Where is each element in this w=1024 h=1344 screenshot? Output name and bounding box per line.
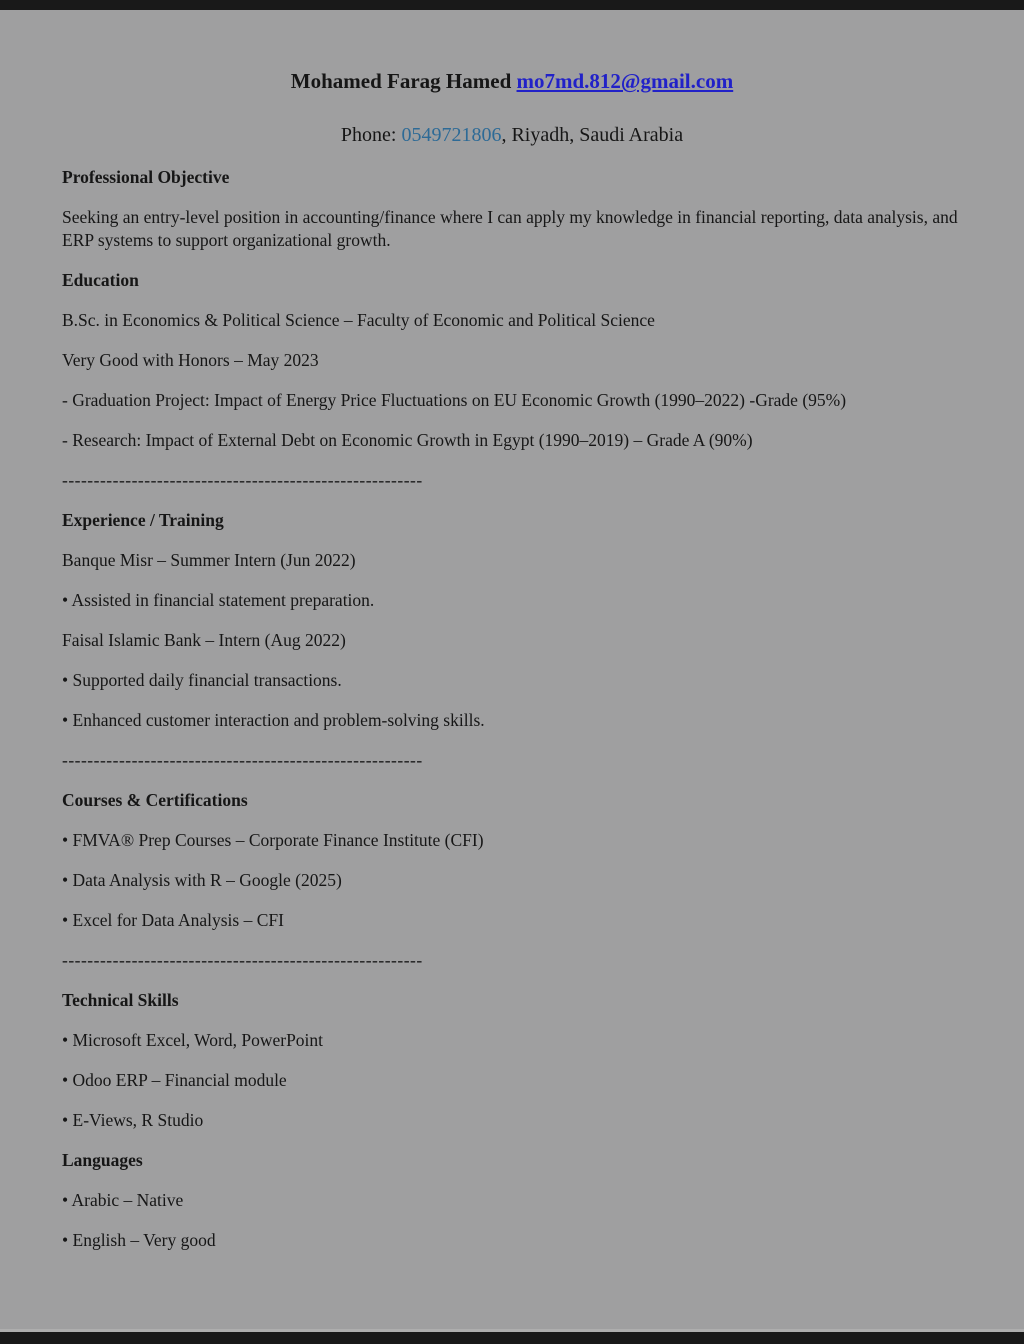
resume-header — [62, 68, 962, 148]
resume-line: • E-Views, R Studio — [62, 1110, 204, 1130]
phone-link[interactable]: 0549721806 — [401, 124, 502, 146]
phone-label: Phone: — [340, 124, 397, 146]
resume-line: • English – Very good — [62, 1230, 216, 1250]
section-heading: Experience / Training — [62, 510, 224, 530]
section-heading: Education — [62, 270, 139, 290]
top-letterbox-bar — [0, 0, 1024, 10]
location-text: , Riyadh, Saudi Arabia — [501, 124, 684, 146]
resume-content — [62, 10, 962, 1269]
resume-line: Banque Misr – Summer Intern (Jun 2022) — [62, 550, 356, 570]
resume-line: - Graduation Project: Impact of Energy Price Fluctuations on EU Economic Growth (1990–2022) -Grade (95%) — [62, 390, 847, 410]
resume-line: Seeking an entry-level position in accounting/finance where I can apply my knowledge in financial reporting, data analysis, and ERP systems to support organizational growth. — [62, 207, 958, 250]
resume-line: • Microsoft Excel, Word, PowerPoint — [62, 1030, 324, 1050]
resume-line: • Excel for Data Analysis – CFI — [62, 910, 284, 930]
resume-line: • Odoo ERP – Financial module — [62, 1070, 287, 1090]
resume-line: B.Sc. in Economics & Political Science – Faculty of Economic and Political Science — [62, 310, 655, 330]
section-separator: --------------------------------------------------------- — [62, 750, 423, 770]
resume-line: • Assisted in financial statement preparation. — [62, 590, 375, 610]
resume-line: • Supported daily financial transactions. — [62, 670, 342, 690]
section-separator: --------------------------------------------------------- — [62, 470, 423, 490]
person-name: Mohamed Farag Hamed — [290, 69, 512, 93]
section-heading: Languages — [62, 1150, 143, 1170]
header-name-line — [62, 68, 962, 94]
resume-line: - Research: Impact of External Debt on Economic Growth in Egypt (1990–2019) – Grade A (90%) — [62, 430, 753, 450]
section-heading: Professional Objective — [62, 167, 230, 187]
section-separator: --------------------------------------------------------- — [62, 950, 423, 970]
resume-line: • Data Analysis with R – Google (2025) — [62, 870, 342, 890]
resume-line: • FMVA® Prep Courses – Corporate Finance Institute (CFI) — [62, 830, 484, 850]
resume-line: Very Good with Honors – May 2023 — [62, 350, 319, 370]
resume-line: • Enhanced customer interaction and problem-solving skills. — [62, 710, 485, 730]
resume-line: Faisal Islamic Bank – Intern (Aug 2022) — [62, 630, 346, 650]
email-link[interactable]: mo7md.812@gmail.com — [516, 69, 734, 93]
bottom-letterbox-bar — [0, 1332, 1024, 1344]
resume-line: • Arabic – Native — [62, 1190, 184, 1210]
section-heading: Courses & Certifications — [62, 790, 248, 810]
resume-sections — [62, 166, 962, 1252]
section-heading: Technical Skills — [62, 990, 179, 1010]
header-phone-line — [62, 122, 962, 148]
